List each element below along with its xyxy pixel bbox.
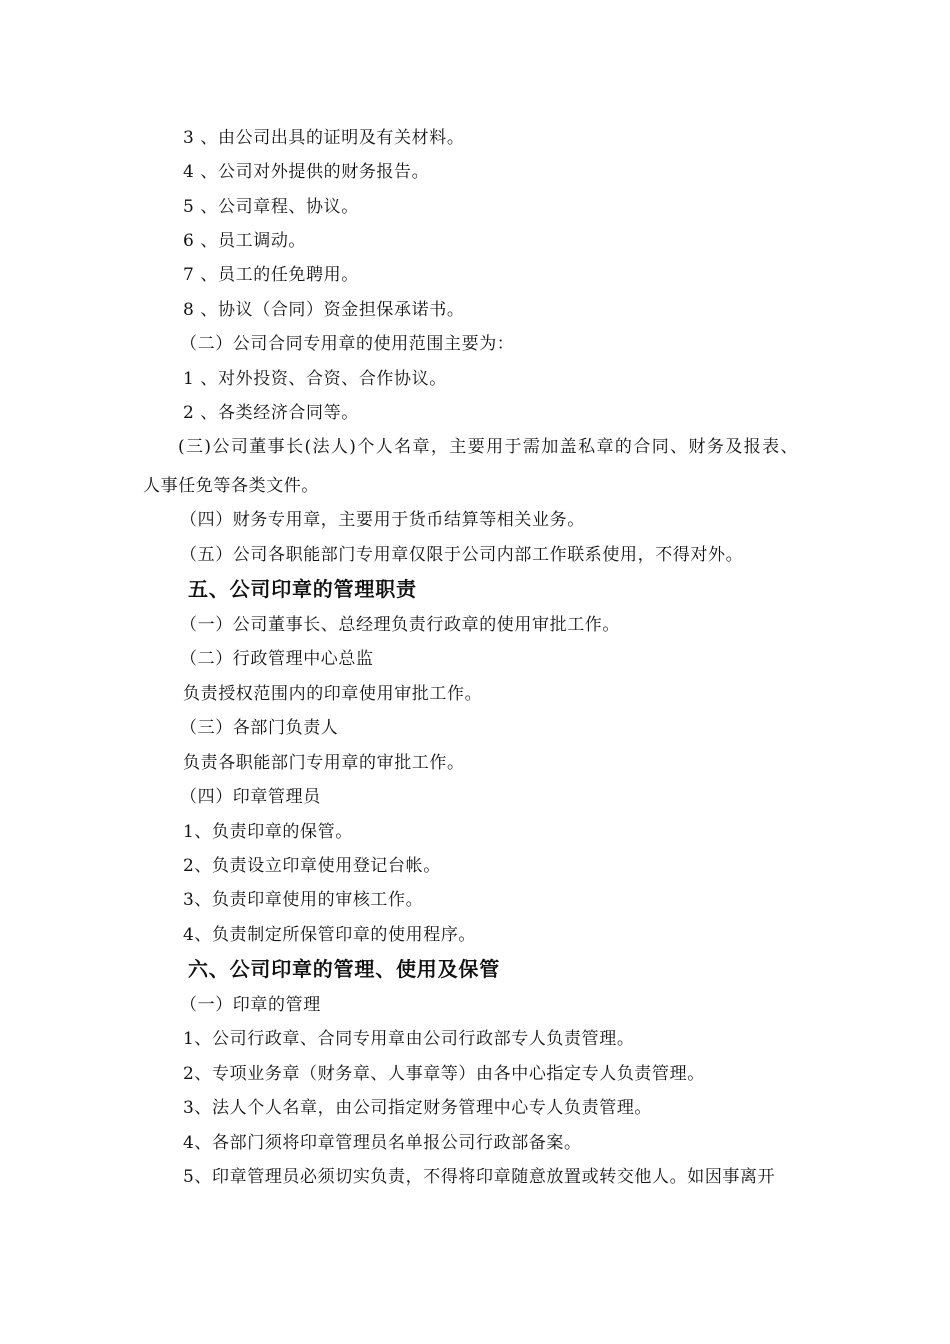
subsection-title: （二）行政管理中心总监 [180,649,374,669]
list-item: 4、各部门须将印章管理员名单报公司行政部备案。 [183,1133,582,1153]
paragraph-line: 负责授权范围内的印章使用审批工作。 [183,684,483,704]
section-heading-6: 六、公司印章的管理、使用及保管 [188,957,500,981]
section-heading-5: 五、公司印章的管理职责 [188,577,417,601]
subsection-title: （四）印章管理员 [180,787,321,807]
subsection-title: （二）公司合同专用章的使用范围主要为： [180,334,515,354]
subsection-title: （一）公司董事长、总经理负责行政章的使用审批工作。 [180,615,620,635]
paragraph-line: 负责各职能部门专用章的审批工作。 [183,753,465,773]
subsection-title: （三）各部门负责人 [180,718,339,738]
list-item: 3 、由公司出具的证明及有关材料。 [183,128,465,148]
subsection-title: （五）公司各职能部门专用章仅限于公司内部工作联系使用，不得对外。 [180,545,744,565]
subsection-title: （一）印章的管理 [180,995,321,1015]
list-item: 1、公司行政章、合同专用章由公司行政部专人负责管理。 [183,1029,635,1049]
list-item: 8 、协议（合同）资金担保承诺书。 [183,300,465,320]
list-item: 1、负责印章的保管。 [183,822,353,842]
paragraph-line: (三)公司董事长(法人)个人名章，主要用于需加盖私章的合同、财务及报表、 [178,437,799,457]
paragraph-line: 人事任免等各类文件。 [143,476,319,496]
list-item: 5、印章管理员必须切实负责，不得将印章随意放置或转交他人。如因事离开 [183,1167,776,1187]
list-item: 7 、员工的任免聘用。 [183,265,359,285]
list-item: 1 、对外投资、合资、合作协议。 [183,369,447,389]
list-item: 4、负责制定所保管印章的使用程序。 [183,925,477,945]
list-item: 2 、各类经济合同等。 [183,403,359,423]
list-item: 2、专项业务章（财务章、人事章等）由各中心指定专人负责管理。 [183,1064,705,1084]
list-item: 3、法人个人名章，由公司指定财务管理中心专人负责管理。 [183,1098,653,1118]
list-item: 4 、公司对外提供的财务报告。 [183,162,430,182]
list-item: 6 、员工调动。 [183,231,307,251]
list-item: 2、负责设立印章使用登记台帐。 [183,856,441,876]
subsection-title: （四）财务专用章，主要用于货币结算等相关业务。 [180,510,585,530]
list-item: 3、负责印章使用的审核工作。 [183,890,424,910]
list-item: 5 、公司章程、协议。 [183,197,359,217]
